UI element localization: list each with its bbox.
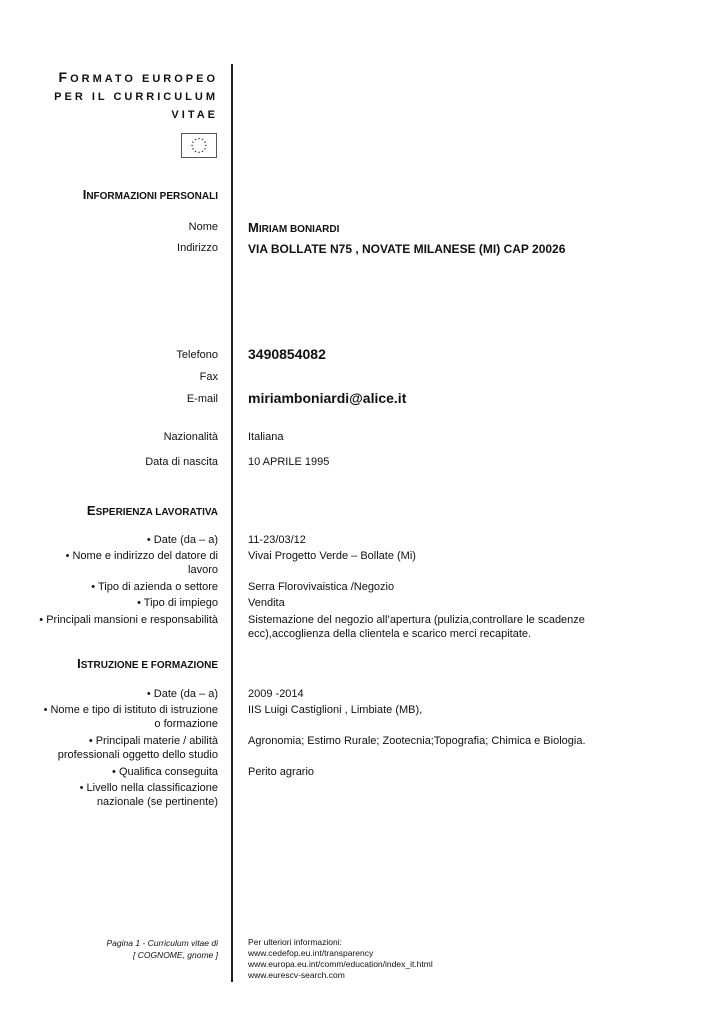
exp-sector-value: Serra Florovivaistica /Negozio — [248, 581, 395, 593]
footer-link-europa[interactable]: www.europa.eu.int/comm/education/index_it.html — [248, 959, 433, 969]
exp-duties-value: Sistemazione del negozio all’apertura (pulizia,controllare le scadenze ecc),accoglienza della clientela e scarico merci recapitate. — [248, 614, 585, 640]
address-value: VIA BOLLATE N75 , NOVATE MILANESE (MI) CAP 20026 — [248, 242, 566, 256]
section-personal-info: INFORMAZIONI PERSONALI — [82, 187, 218, 202]
exp-job-value: Vendita — [248, 597, 285, 609]
exp-dates-value: 11-23/03/12 — [248, 534, 306, 546]
edu-dates-value: 2009 -2014 — [248, 688, 304, 700]
edu-qualification-value: Perito agrario — [248, 766, 315, 778]
edu-institute-value: IIS Luigi Castiglioni , Limbiate (MB), — [248, 704, 423, 716]
exp-employer-value: Vivai Progetto Verde – Bollate (Mi) — [248, 550, 416, 562]
fax-label: Fax — [199, 371, 218, 383]
footer-page-line-1: Pagina 1 - Curriculum vitae di — [106, 938, 218, 948]
edu-subjects-value: Agronomia; Estimo Rurale; Zootecnia;Topografia; Chimica e Biologia. — [248, 735, 586, 747]
document-title — [18, 68, 218, 124]
exp-dates-label: • Date (da – a) — [146, 534, 218, 546]
birth-label: Data di nascita — [145, 456, 218, 468]
edu-level-label-2: nazionale (se pertinente) — [96, 796, 218, 808]
name-label: Nome — [188, 221, 218, 233]
title-line-1: ORMATO EUROPEO — [70, 73, 218, 85]
edu-level-label-1: • Livello nella classificazione — [79, 782, 218, 794]
footer-links — [248, 937, 433, 981]
phone-label: Telefono — [176, 349, 218, 361]
exp-employer-label-1: • Nome e indirizzo del datore di — [65, 550, 218, 562]
section-education: ISTRUZIONE E FORMAZIONE — [77, 656, 218, 671]
eu-stars-icon — [182, 134, 216, 157]
edu-institute-label-1: • Nome e tipo di istituto di istruzione — [43, 704, 218, 716]
name-value: MIRIAM BONIARDI — [248, 220, 340, 235]
footer-page-info — [107, 937, 219, 961]
footer-page-line-2: [ COGNOME, gnome ] — [132, 950, 218, 960]
footer-info-label: Per ulteriori informazioni: — [248, 937, 343, 947]
address-label: Indirizzo — [177, 242, 218, 254]
title-line-2: PER IL CURRICULUM — [54, 91, 218, 103]
vertical-divider — [231, 64, 233, 982]
exp-duties-label: • Principali mansioni e responsabilità — [39, 614, 218, 626]
title-line-3: VITAE — [171, 109, 218, 121]
edu-qualification-label: • Qualifica conseguita — [112, 766, 218, 778]
edu-institute-label-2: o formazione — [154, 718, 218, 730]
nationality-label: Nazionalità — [163, 431, 218, 443]
section-experience: ESPERIENZA LAVORATIVA — [86, 503, 218, 518]
footer-link-cedefop[interactable]: www.cedefop.eu.int/transparency — [248, 948, 374, 958]
edu-subjects-label-1: • Principali materie / abilità — [88, 735, 218, 747]
birth-value: 10 APRILE 1995 — [248, 456, 330, 468]
edu-dates-label: • Date (da – a) — [146, 688, 218, 700]
footer-link-eurescv[interactable]: www.eurescv-search.com — [248, 970, 345, 980]
edu-subjects-label-2: professionali oggetto dello studio — [57, 749, 218, 761]
exp-job-label: • Tipo di impiego — [137, 597, 218, 609]
exp-employer-label-2: lavoro — [188, 564, 218, 576]
eu-flag-icon — [181, 133, 217, 158]
exp-sector-label: • Tipo di azienda o settore — [91, 581, 218, 593]
email-label: E-mail — [186, 393, 218, 405]
phone-value: 3490854082 — [248, 346, 326, 362]
title-initial: F — [58, 69, 71, 85]
email-value[interactable]: miriamboniardi@alice.it — [248, 390, 407, 406]
nationality-value: Italiana — [248, 431, 284, 443]
